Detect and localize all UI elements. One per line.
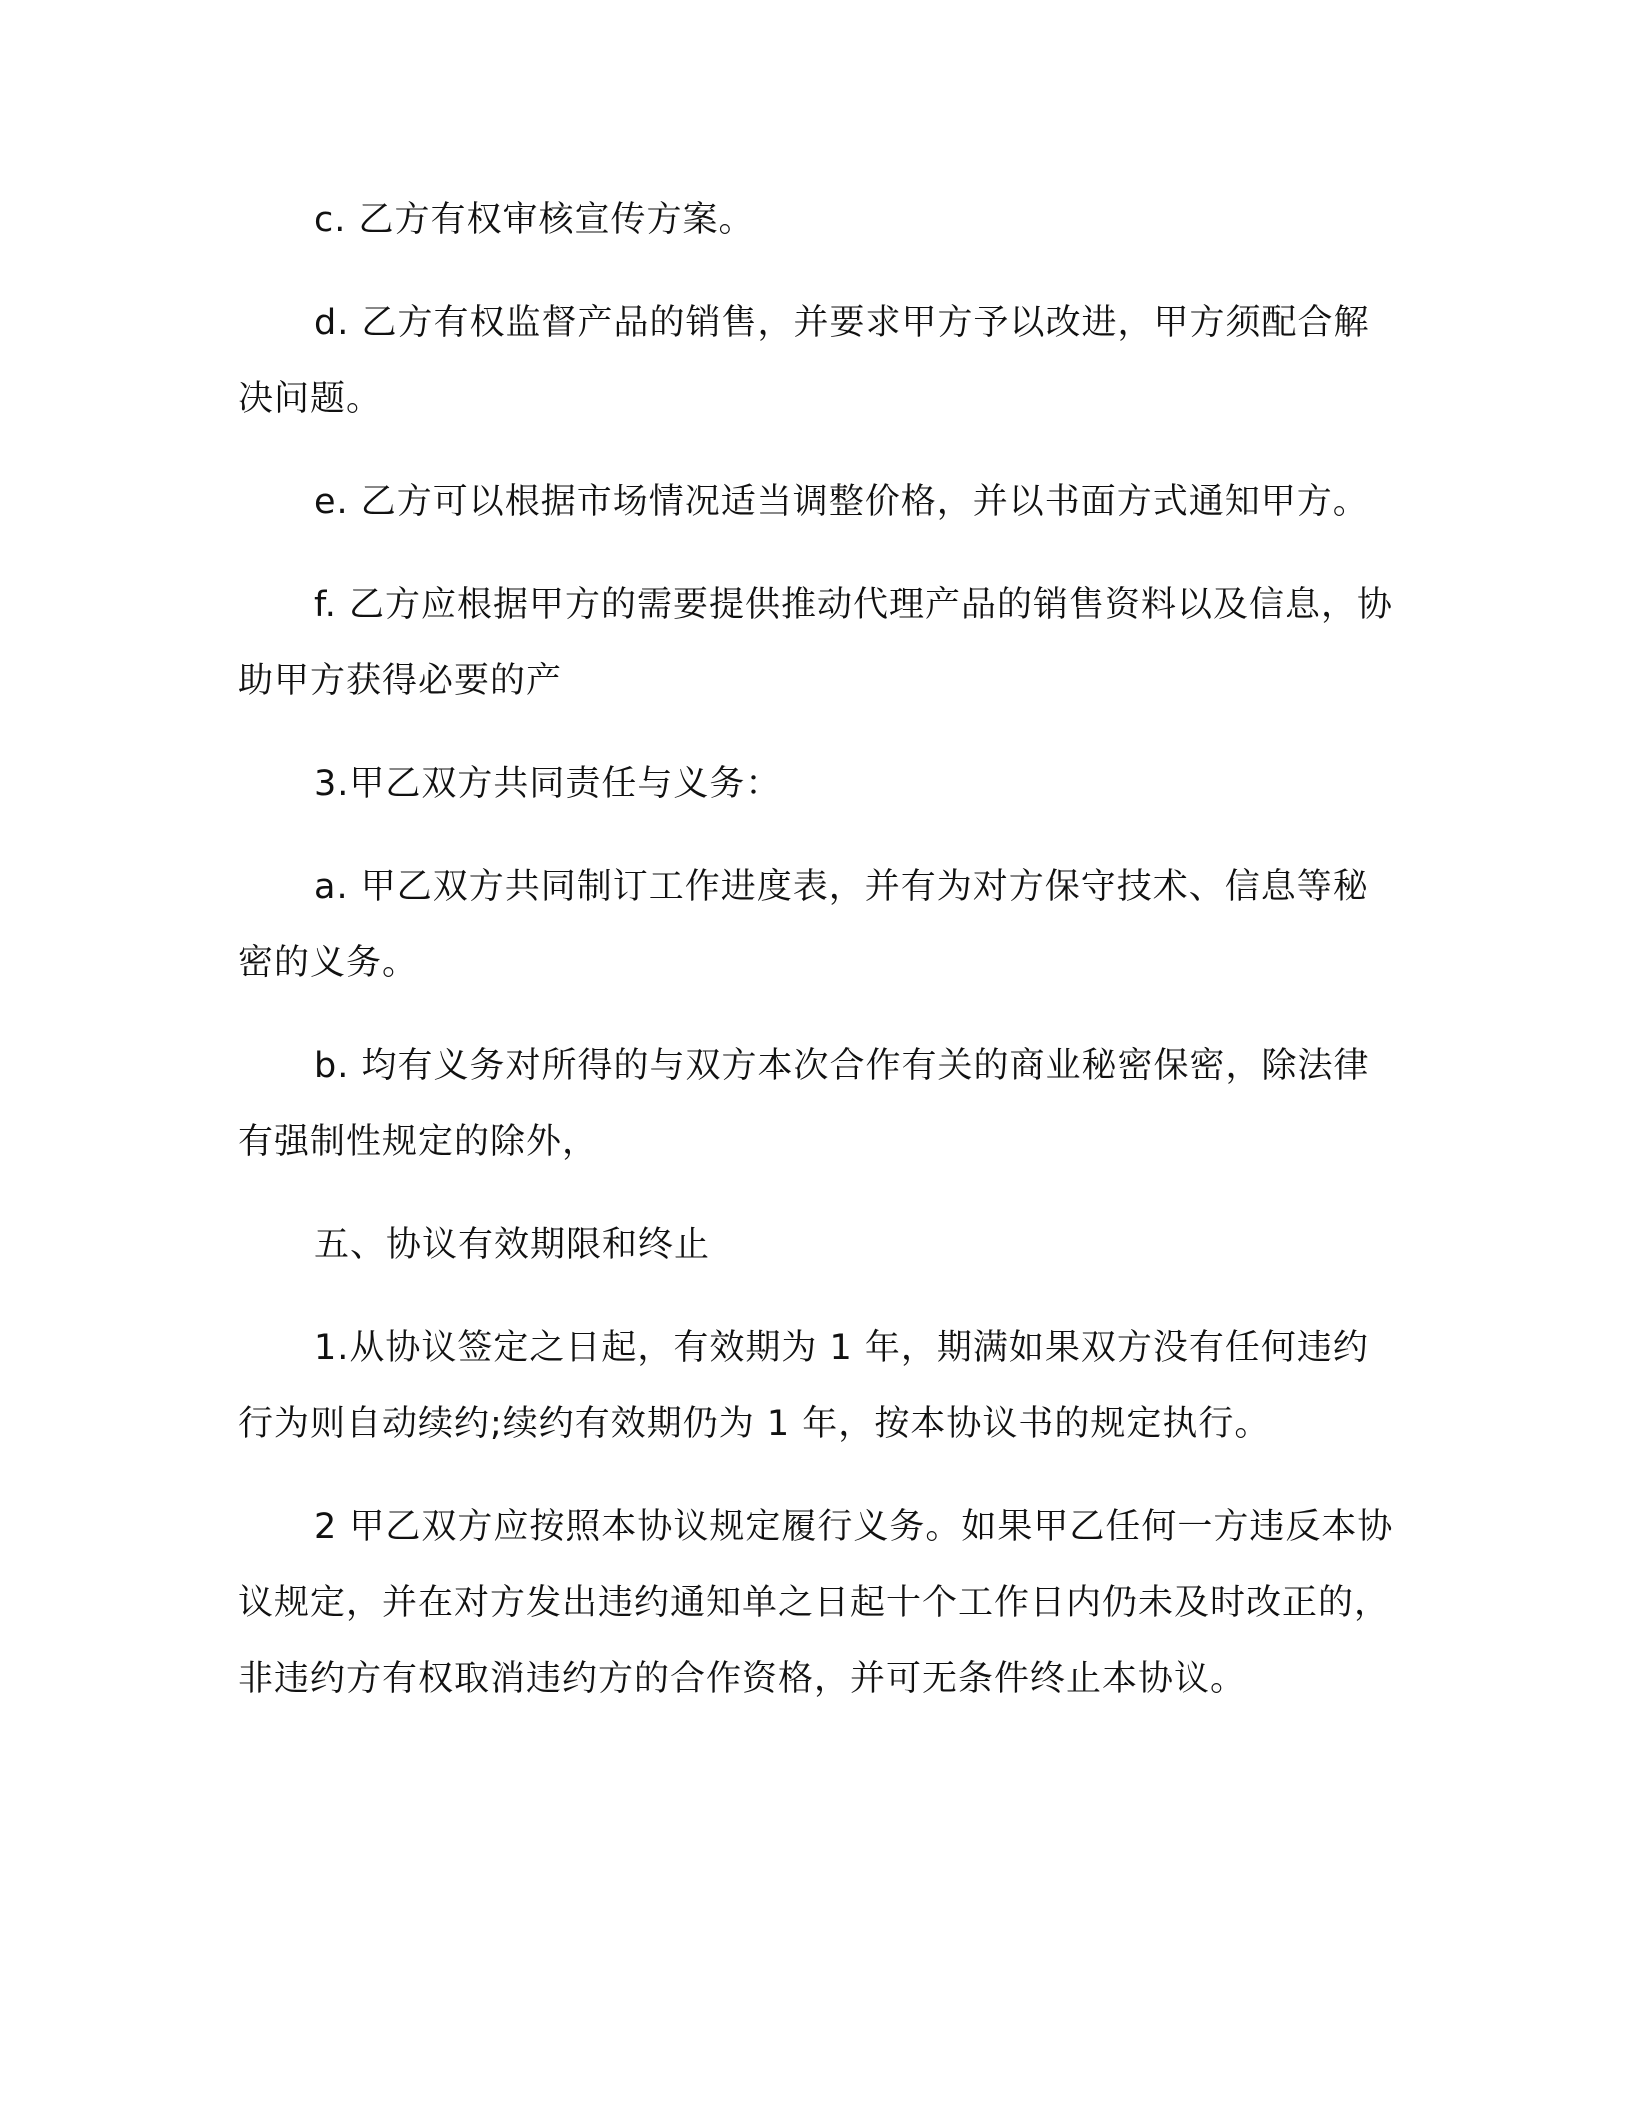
section-heading-joint-duties: 3.甲乙双方共同责任与义务： [314, 764, 782, 804]
paragraph-1-validity-period: 1.从协议签定之日起，有效期为 1 年，期满如果双方没有任何违约行为则自动续约;续约有效期仍为 1 年，按本协议书的规定执行。 [238, 1328, 1369, 1444]
section-heading-term-termination: 五、协议有效期限和终止 [314, 1225, 711, 1265]
paragraph-e-adjust-price: e. 乙方可以根据市场情况适当调整价格，并以书面方式通知甲方。 [314, 482, 1369, 522]
paragraph-f-provide-materials: f. 乙方应根据甲方的需要提供推动代理产品的销售资料以及信息，协助甲方获得必要的产 [238, 585, 1394, 701]
paragraph-2-breach-termination: 2 甲乙双方应按照本协议规定履行义务。如果甲乙任何一方违反本协议规定，并在对方发出违约通知单之日起十个工作日内仍未及时改正的，非违约方有权取消违约方的合作资格，并可无条件终止本协议。 [238, 1507, 1394, 1699]
paragraph-b-confidentiality: b. 均有义务对所得的与双方本次合作有关的商业秘密保密，除法律有强制性规定的除外， [238, 1046, 1370, 1162]
document-body [238, 182, 1398, 1744]
paragraph-d-supervise-sales: d. 乙方有权监督产品的销售，并要求甲方予以改进，甲方须配合解决问题。 [238, 303, 1370, 419]
paragraph-c-review-promotion: c. 乙方有权审核宣传方案。 [314, 200, 755, 240]
paragraph-a-work-schedule: a. 甲乙双方共同制订工作进度表，并有为对方保守技术、信息等秘密的义务。 [238, 867, 1369, 983]
